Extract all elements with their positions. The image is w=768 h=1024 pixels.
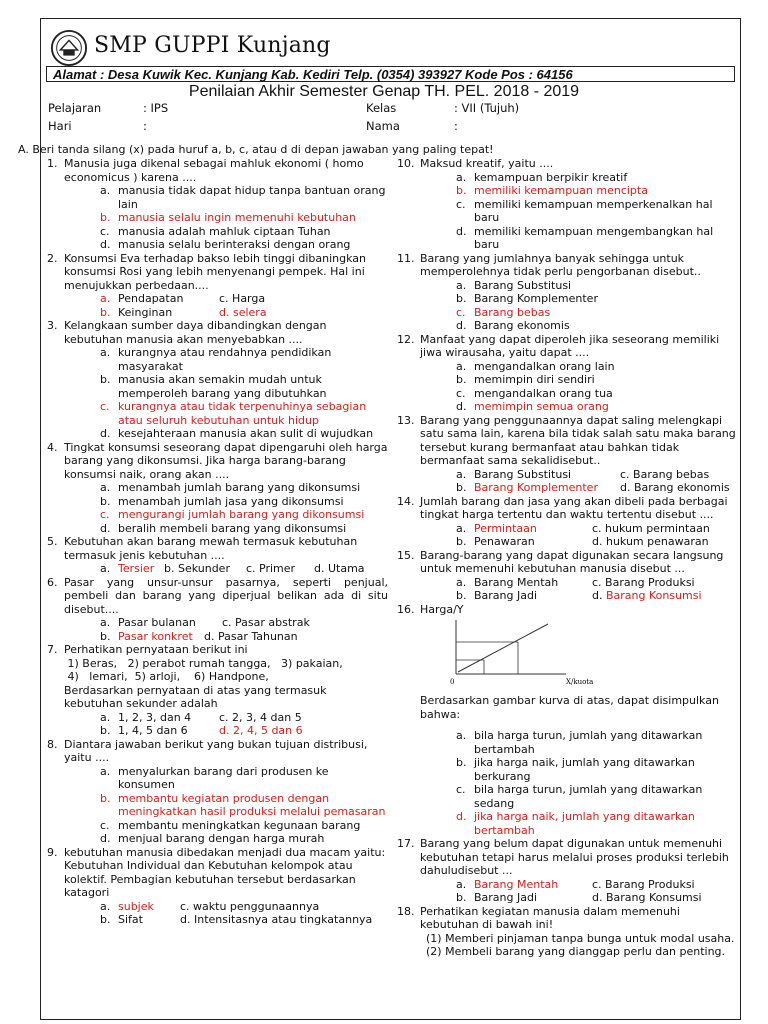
option-1b[interactable]: b. manusia selalu ingin memenuhi kebutuhan	[100, 211, 356, 224]
options-6bd: b. Pasar konkret d. Pasar Tahunan	[100, 629, 298, 643]
left-column	[48, 157, 388, 927]
exam-title: Penilaian Akhir Semester Genap TH. PEL. 2018 - 2019	[188, 83, 580, 100]
option-8b[interactable]: b. membantu kegiatan produsen dengan meningkatkan hasil produksi melalui pemasaran	[100, 791, 386, 818]
option-6b[interactable]: Pasar konkret	[118, 629, 193, 643]
options-7bd: b. 1, 4, 5 dan 6 d. 2, 4, 5 dan 6	[100, 724, 303, 737]
options-6ac: a. Pasar bulanan c. Pasar abstrak	[100, 616, 310, 629]
options-5: a. Tersier b. Sekunder c. Primer d. Utama	[100, 562, 365, 575]
option-1d[interactable]: d. manusia selalu berinteraksi dengan orang	[100, 238, 351, 251]
option-10a[interactable]: a. kemampuan berpikir kreatif	[456, 170, 628, 184]
question-18: 18. Perhatikan kegiatan manusia dalam memenuhi kebutuhan di bawah ini! (1) Memberi pinjaman tanpa bunga untuk modal usaha. (2) Membeli barang yang dianggap perlu dan penting.	[398, 905, 738, 959]
origin-label: 0	[450, 678, 455, 686]
options-14bd: b. Penawaran d. hukum penawaran	[456, 535, 709, 548]
option-11d[interactable]: d. Barang ekonomis	[456, 319, 570, 332]
question-13: 13. Barang yang penggunaannya dapat saling melengkapi satu sama lain, karena bila tidak salah satu maka barang tersebut kurang bermanfaat atau bahkan tidak bermanfaat sama sekalidisebut.. a. Barang Substitusi c. Barang bebas b. Barang Komplementer d. Barang ekonomis	[398, 414, 738, 495]
section-a-instruction: A. Beri tanda silang (x) pada huruf a, b, c, atau d di depan jawaban yang paling tepat!	[18, 143, 494, 156]
option-4b[interactable]: b. menambah jumlah jasa yang dikonsumsi	[100, 494, 344, 508]
option-16b[interactable]: b. jika harga naik, jumlah yang ditawarkan berkurang	[456, 756, 695, 783]
question-7-list-2: 4) lemari, 5) arloji, 6) Handpone,	[64, 670, 269, 683]
options-15bd: b. Barang Jadi d. Barang Konsumsi	[456, 589, 702, 602]
hari-label: Hari	[48, 119, 72, 133]
option-17a[interactable]: Barang Mentah	[474, 877, 559, 891]
option-2c[interactable]: c. Harga	[219, 292, 266, 305]
options-17bd: b. Barang Jadi d. Barang Konsumsi	[456, 891, 702, 904]
options-17ac: a. Barang Mentah c. Barang Produksi	[456, 877, 695, 891]
option-15d[interactable]: d. Barang Konsumsi	[592, 589, 702, 602]
question-15: 15. Barang-barang yang dapat digunakan secara langsung untuk memenuhi kebutuhan manusia disebut ... a. Barang Mentah c. Barang Produksi b. Barang Jadi d. Barang Konsumsi	[398, 549, 738, 603]
pelajaran-label: Pelajaran	[48, 101, 102, 115]
question-2: 2. Konsumsi Eva terhadap bakso lebih tinggi dibaningkan konsumsi Rosi yang lebih menyenangi pempek. Hal ini menujukkan perbedaan.... a. Pendapatan c. Harga b. Keinginan d. selera	[48, 252, 388, 320]
options-13bd: b. Barang Komplementer d. Barang ekonomis	[456, 481, 730, 494]
options-13ac: a. Barang Substitusi c. Barang bebas	[456, 467, 710, 481]
option-8c[interactable]: c. membantu meningkatkan kegunaan barang	[100, 818, 361, 832]
option-3c[interactable]: c. kurangnya atau tidak terpenuhinya sebagian atau seluruh kebutuhan untuk hidup	[100, 400, 367, 427]
option-9c[interactable]: c. waktu penggunaannya	[180, 899, 320, 913]
question-3: 3. Kelangkaan sumber daya dibandingkan dengan kebutuhan manusia akan menyebabkan .... a. kurangnya atau rendahnya pendidikan masyarakat b. manusia akan semakin mudah untuk memperoleh barang yang dibutuhkan c. kurangnya atau tidak terpenuhinya sebagian atau seluruh kebutuhan untuk hidup d. kesejahteraan manusia akan sulit di wujudkan	[48, 319, 388, 441]
nama-value: :	[454, 119, 458, 133]
kelas-label: Kelas	[366, 101, 397, 115]
question-5: 5. Kebutuhan akan barang mewah termasuk kebutuhan termasuk jenis kebutuhan .... a. Tersier b. Sekunder c. Primer d. Utama	[48, 535, 388, 576]
option-16a[interactable]: a. bila harga turun, jumlah yang ditawarkan bertambah	[456, 729, 703, 756]
option-8a[interactable]: a. menyalurkan barang dari produsen ke konsumen	[100, 764, 329, 791]
nama-label: Nama	[366, 119, 400, 133]
option-14c[interactable]: c. hukum permintaan	[592, 521, 710, 535]
question-7-prompt: Berdasarkan pernyataan di atas yang termasuk kebutuhan sekunder adalah	[64, 683, 327, 710]
option-7d[interactable]: d. 2, 4, 5 dan 6	[219, 724, 303, 737]
option-15a[interactable]: Barang Mentah	[474, 575, 559, 589]
option-6c[interactable]: c. Pasar abstrak	[222, 616, 310, 629]
option-11a[interactable]: a. Barang Substitusi	[456, 278, 572, 292]
options-7ac: a. 1, 2, 3, dan 4 c. 2, 3, 4 dan 5	[100, 710, 302, 724]
question-11: 11. Barang yang jumlahnya banyak sehingga untuk memperolehnya tidak perlu pengorbanan disebut.. a. Barang Substitusi b. Barang Komplementer c. Barang bebas d. Barang ekonomis	[398, 252, 738, 333]
options-9bd: b. Sifat d. Intensitasnya atau tingkatannya	[100, 913, 373, 926]
right-column	[398, 157, 738, 959]
option-17b[interactable]: Barang Jadi	[474, 891, 538, 904]
option-15b[interactable]: Barang Jadi	[474, 589, 538, 602]
school-name: SMP GUPPI Kunjang	[94, 33, 331, 58]
options-9ac: a. subjek c. waktu penggunaannya	[100, 899, 320, 913]
option-13b[interactable]: Barang Komplementer	[474, 481, 598, 494]
question-10: 10. Maksud kreatif, yaitu .... a. kemampuan berpikir kreatif b. memiliki kemampuan mencipta c. memiliki kemampuan memperkenalkan hal baru d. memiliki kemampuan mengembangkan hal baru	[398, 157, 738, 252]
question-16-prompt: Berdasarkan gambar kurva di atas, dapat disimpulkan bahwa:	[420, 694, 719, 721]
option-7a[interactable]: 1, 2, 3, dan 4	[118, 710, 192, 724]
pelajaran-value: : IPS	[143, 101, 169, 115]
options-15ac: a. Barang Mentah c. Barang Produksi	[456, 575, 695, 589]
option-10c[interactable]: c. memiliki kemampuan memperkenalkan hal baru	[456, 197, 713, 224]
question-8: 8. Diantara jawaban berikut yang bukan tujuan distribusi, yaitu .... a. menyalurkan barang dari produsen ke konsumen b. membantu kegiatan produsen dengan meningkatkan hasil produksi melalui pemasaran c. membantu meningkatkan kegunaan barang d. menjual barang dengan harga murah	[48, 738, 388, 846]
school-address: Alamat : Desa Kuwik Kec. Kunjang Kab. Kediri Telp. (0354) 393927 Kode Pos : 64156	[46, 66, 735, 82]
option-11c[interactable]: c. Barang bebas	[456, 305, 551, 319]
option-17c[interactable]: c. Barang Produksi	[592, 877, 695, 891]
question-6: 6. Pasar yang unsur-unsur pasarnya, seperti penjual, pembeli dan barang yang diperjual belikan ada di situ disebut.... a. Pasar bulanan c. Pasar abstrak b. Pasar konkret d. Pasar Tahunan	[47, 575, 388, 643]
option-12a[interactable]: a. mengandalkan orang lain	[456, 359, 615, 373]
hari-value: :	[143, 119, 147, 133]
supply-curve	[458, 624, 548, 672]
options-14ac: a. Permintaan c. hukum permintaan	[456, 521, 710, 535]
option-10b[interactable]: b. memiliki kemampuan mencipta	[456, 184, 648, 197]
option-6d[interactable]: d. Pasar Tahunan	[204, 629, 298, 643]
option-14a[interactable]: Permintaan	[474, 521, 537, 535]
options-2bd: b. Keinginan d. selera	[100, 305, 267, 319]
supply-curve-graph	[426, 618, 594, 688]
option-12b[interactable]: b. memimpin diri sendiri	[456, 373, 595, 386]
option-3d[interactable]: d. kesejahteraan manusia akan sulit di wujudkan	[100, 427, 374, 440]
option-4d[interactable]: d. beralih membeli barang yang dikonsumsi	[100, 521, 347, 535]
question-1: 1. Manusia juga dikenal sebagai mahluk ekonomi ( homo economicus ) karena .... a. manusia tidak dapat hidup tanpa bantuan orang lain b. manusia selalu ingin memenuhi kebutuhan c. manusia adalah mahluk ciptaan Tuhan d. manusia selalu berinteraksi dengan orang	[48, 157, 388, 252]
option-7c[interactable]: c. 2, 3, 4 dan 5	[219, 710, 302, 724]
option-9b[interactable]: Sifat	[118, 913, 143, 926]
question-12: 12. Manfaat yang dapat diperoleh jika seseorang memiliki jiwa wirausaha, yaitu dapat .... a. mengandalkan orang lain b. memimpin diri sendiri c. mengandalkan orang tua d. memimpin semua orang	[398, 333, 738, 414]
option-12d[interactable]: d. memimpin semua orang	[456, 400, 609, 413]
option-13d[interactable]: d. Barang ekonomis	[620, 481, 730, 494]
option-2d[interactable]: d. selera	[219, 305, 267, 319]
option-12c[interactable]: c. mengandalkan orang tua	[456, 386, 613, 400]
option-5d[interactable]: d. Utama	[314, 562, 365, 575]
school-logo-icon	[50, 29, 88, 67]
option-11b[interactable]: b. Barang Komplementer	[456, 292, 598, 305]
question-4: 4. Tingkat konsumsi seseorang dapat dipengaruhi oleh harga barang yang dikonsumsi. Jika harga barang-barang konsumsi naik, orang akan .... a. menambah jumlah barang yang dikonsumsi b. menambah jumlah jasa yang dikonsumsi c. mengurangi jumlah barang yang dikonsumsi d. beralih membeli barang yang dikonsumsi	[47, 440, 388, 535]
option-14b[interactable]: Penawaran	[474, 535, 535, 548]
option-9d[interactable]: d. Intensitasnya atau tingkatannya	[180, 913, 373, 926]
option-14d[interactable]: d. hukum penawaran	[592, 535, 709, 548]
question-14: 14. Jumlah barang dan jasa yang akan dibeli pada berbagai tingkat harga tertentu dan waktu tertentu disebut .... a. Permintaan c. hukum permintaan b. Penawaran d. hukum penawaran	[398, 495, 738, 549]
option-1c[interactable]: c. manusia adalah mahluk ciptaan Tuhan	[100, 224, 331, 238]
option-5a[interactable]: Tersier	[118, 562, 155, 575]
option-5b[interactable]: b. Sekunder	[164, 562, 230, 575]
option-6a[interactable]: Pasar bulanan	[118, 616, 196, 629]
question-17: 17. Barang yang belum dapat digunakan untuk memenuhi kebutuhan tetapi harus melalui proses produksi terlebih dahuludisebut ... a. Barang Mentah c. Barang Produksi b. Barang Jadi d. Barang Konsumsi	[398, 837, 738, 905]
option-2b[interactable]: Keinginan	[118, 305, 173, 319]
option-16c[interactable]: c. bila harga turun, jumlah yang ditawarkan sedang	[456, 783, 703, 810]
question-16: 16. Harga/Y 0 X/kuota Berdasarkan gambar kurva di atas, dapat disimpulkan bahwa: a. bila harga turun, jumlah yang ditawarkan bertambah b. jika harga naik, jumlah yang ditawarkan berkurang c. bila harga turun, jumlah yang ditawarkan sedang d. jika harga naik, jumlah yang ditawarkan bertambah	[398, 603, 738, 838]
option-4c[interactable]: c. mengurangi jumlah barang yang dikonsumsi	[100, 508, 365, 521]
question-9: 9. kebutuhan manusia dibedakan menjadi dua macam yaitu: Kebutuhan Individual dan Kebutuhan kelompok atau kolektif. Pembagian kebutuhan tersebut berdasarkan katagori a. subjek c. waktu penggunaannya b. Sifat d. Intensitasnya atau tingkatannya	[48, 846, 388, 927]
x-axis-label: X/kuota	[566, 678, 594, 686]
question-18-item-2: (2) Membeli barang yang dianggap perlu dan penting.	[426, 945, 726, 958]
option-13a[interactable]: Barang Substitusi	[474, 467, 572, 481]
option-15c[interactable]: c. Barang Produksi	[592, 575, 695, 589]
question-7-list-1: 1) Beras, 2) perabot rumah tangga, 3) pakaian,	[64, 656, 343, 670]
option-1a[interactable]: a. manusia tidak dapat hidup tanpa bantuan orang lain	[100, 184, 386, 211]
option-3a[interactable]: a. kurangnya atau rendahnya pendidikan masyarakat	[100, 346, 332, 373]
option-9a[interactable]: subjek	[118, 899, 154, 913]
option-4a[interactable]: a. menambah jumlah barang yang dikonsumsi	[100, 481, 361, 494]
option-2a[interactable]: Pendapatan	[118, 292, 184, 305]
option-5c[interactable]: c. Primer	[246, 562, 296, 575]
kelas-value: : VII (Tujuh)	[454, 101, 520, 115]
option-13c[interactable]: c. Barang bebas	[620, 467, 710, 481]
option-17d[interactable]: d. Barang Konsumsi	[592, 891, 702, 904]
options-2ac: a. Pendapatan c. Harga	[100, 292, 266, 305]
option-3b[interactable]: b. manusia akan semakin mudah untuk memperoleh barang yang dibutuhkan	[100, 373, 327, 400]
option-7b[interactable]: 1, 4, 5 dan 6	[118, 724, 188, 737]
option-10d[interactable]: d. memiliki kemampuan mengembangkan hal baru	[456, 224, 714, 251]
question-18-item-1: (1) Memberi pinjaman tanpa bunga untuk modal usaha.	[426, 931, 735, 945]
option-8d[interactable]: d. menjual barang dengan harga murah	[100, 832, 325, 845]
question-7: 7. Perhatikan pernyataan berikut ini 1) Beras, 2) perabot rumah tangga, 3) pakaian, 4) lemari, 5) arloji, 6) Handpone, Berdasarkan pernyataan di atas yang termasuk kebutuhan sekunder adalah a. 1, 2, 3, dan 4 c. 2, 3, 4 dan 5 b. 1, 4, 5 dan 6 d. 2, 4, 5 dan 6	[48, 643, 388, 738]
option-16d[interactable]: d. jika harga naik, jumlah yang ditawarkan bertambah	[456, 810, 695, 837]
